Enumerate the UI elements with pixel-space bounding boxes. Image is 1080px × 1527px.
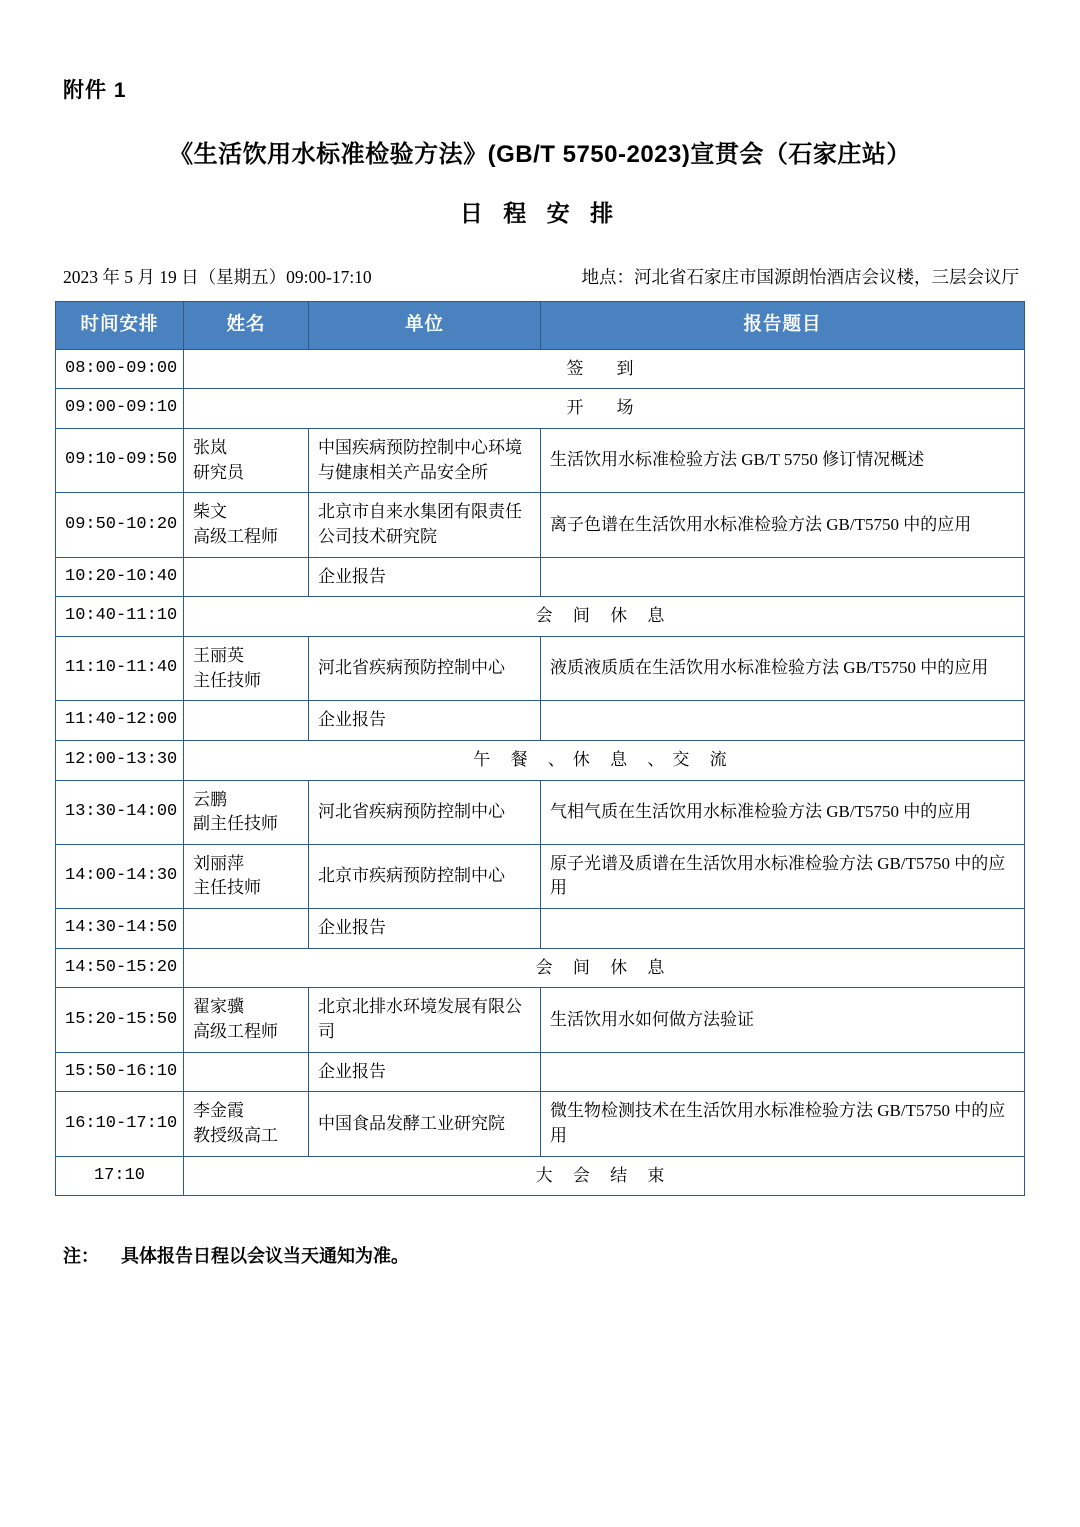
table-row xyxy=(56,844,1025,908)
table-row xyxy=(56,429,1025,493)
cell-organization: 北京市自来水集团有限责任公司技术研究院 xyxy=(309,493,541,557)
cell-organization: 企业报告 xyxy=(309,701,541,741)
cell-time: 09:00-09:10 xyxy=(56,389,184,429)
meeting-datetime: 2023 年 5 月 19 日（星期五）09:00-17:10 xyxy=(63,267,372,287)
document-title: 《生活饮用水标准检验方法》(GB/T 5750-2023)宣贯会（石家庄站） xyxy=(169,141,911,168)
table-row xyxy=(56,1092,1025,1156)
cell-time: 09:50-10:20 xyxy=(56,493,184,557)
cell-organization: 北京市疾病预防控制中心 xyxy=(309,844,541,908)
cell-time: 14:30-14:50 xyxy=(56,909,184,949)
column-header-org: 单位 xyxy=(309,302,541,350)
table-row xyxy=(56,701,1025,741)
cell-time: 15:50-16:10 xyxy=(56,1052,184,1092)
cell-organization: 企业报告 xyxy=(309,1052,541,1092)
cell-session-label: 会 间 休 息 xyxy=(184,948,1025,988)
cell-speaker-name xyxy=(184,557,309,597)
cell-time: 08:00-09:00 xyxy=(56,349,184,389)
cell-topic: 离子色谱在生活饮用水标准检验方法 GB/T5750 中的应用 xyxy=(541,493,1025,557)
document-subtitle: 日 程 安 排 xyxy=(459,200,621,226)
cell-topic xyxy=(541,557,1025,597)
cell-organization: 河北省疾病预防控制中心 xyxy=(309,636,541,700)
cell-speaker-name xyxy=(184,909,309,949)
cell-session-label: 会 间 休 息 xyxy=(184,597,1025,637)
cell-time: 14:00-14:30 xyxy=(56,844,184,908)
cell-topic xyxy=(541,1052,1025,1092)
cell-session-label: 午 餐 、休 息 、交 流 xyxy=(184,740,1025,780)
cell-speaker-name: 李金霞 教授级高工 xyxy=(184,1092,309,1156)
cell-organization: 企业报告 xyxy=(309,909,541,949)
attachment-label: 附件 1 xyxy=(63,79,127,102)
cell-session-label: 大 会 结 束 xyxy=(184,1156,1025,1196)
cell-session-label: 开 场 xyxy=(184,389,1025,429)
table-row xyxy=(56,493,1025,557)
cell-topic: 液质液质质在生活饮用水标准检验方法 GB/T5750 中的应用 xyxy=(541,636,1025,700)
table-row xyxy=(56,740,1025,780)
cell-speaker-name: 云鹏 副主任技师 xyxy=(184,780,309,844)
cell-time: 09:10-09:50 xyxy=(56,429,184,493)
table-row xyxy=(56,1052,1025,1092)
meta-row xyxy=(55,264,1025,289)
schedule-table xyxy=(55,301,1025,1196)
cell-time: 15:20-15:50 xyxy=(56,988,184,1052)
table-row xyxy=(56,389,1025,429)
table-row xyxy=(56,636,1025,700)
cell-topic xyxy=(541,701,1025,741)
cell-speaker-name: 刘丽萍 主任技师 xyxy=(184,844,309,908)
cell-topic: 气相气质在生活饮用水标准检验方法 GB/T5750 中的应用 xyxy=(541,780,1025,844)
cell-time: 16:10-17:10 xyxy=(56,1092,184,1156)
cell-topic xyxy=(541,909,1025,949)
cell-speaker-name: 张岚 研究员 xyxy=(184,429,309,493)
table-header-row xyxy=(56,302,1025,350)
column-header-time: 时间安排 xyxy=(56,302,184,350)
cell-speaker-name: 王丽英 主任技师 xyxy=(184,636,309,700)
table-row xyxy=(56,557,1025,597)
cell-speaker-name xyxy=(184,701,309,741)
cell-topic: 生活饮用水如何做方法验证 xyxy=(541,988,1025,1052)
cell-topic: 原子光谱及质谱在生活饮用水标准检验方法 GB/T5750 中的应用 xyxy=(541,844,1025,908)
cell-topic: 微生物检测技术在生活饮用水标准检验方法 GB/T5750 中的应用 xyxy=(541,1092,1025,1156)
cell-organization: 北京北排水环境发展有限公司 xyxy=(309,988,541,1052)
schedule-body xyxy=(56,349,1025,1195)
column-header-name: 姓名 xyxy=(184,302,309,350)
cell-organization: 中国食品发酵工业研究院 xyxy=(309,1092,541,1156)
cell-organization: 企业报告 xyxy=(309,557,541,597)
table-row xyxy=(56,988,1025,1052)
cell-speaker-name: 翟家骥 高级工程师 xyxy=(184,988,309,1052)
table-row xyxy=(56,909,1025,949)
cell-time: 10:40-11:10 xyxy=(56,597,184,637)
table-row xyxy=(56,1156,1025,1196)
footer-note xyxy=(55,1242,1025,1268)
note-label: 注： xyxy=(63,1246,99,1267)
table-row xyxy=(56,948,1025,988)
cell-organization: 河北省疾病预防控制中心 xyxy=(309,780,541,844)
cell-time: 14:50-15:20 xyxy=(56,948,184,988)
table-row xyxy=(56,597,1025,637)
cell-session-label: 签 到 xyxy=(184,349,1025,389)
cell-time: 11:40-12:00 xyxy=(56,701,184,741)
cell-time: 13:30-14:00 xyxy=(56,780,184,844)
table-row xyxy=(56,349,1025,389)
cell-time: 10:20-10:40 xyxy=(56,557,184,597)
cell-time: 11:10-11:40 xyxy=(56,636,184,700)
meeting-location: 地点：河北省石家庄市国源朗怡酒店会议楼，三层会议厅 xyxy=(581,267,1019,287)
note-text: 具体报告日程以会议当天通知为准。 xyxy=(121,1246,409,1267)
cell-topic: 生活饮用水标准检验方法 GB/T 5750 修订情况概述 xyxy=(541,429,1025,493)
cell-speaker-name: 柴文 高级工程师 xyxy=(184,493,309,557)
column-header-topic: 报告题目 xyxy=(541,302,1025,350)
cell-speaker-name xyxy=(184,1052,309,1092)
cell-organization: 中国疾病预防控制中心环境与健康相关产品安全所 xyxy=(309,429,541,493)
table-row xyxy=(56,780,1025,844)
cell-time: 12:00-13:30 xyxy=(56,740,184,780)
cell-time: 17:10 xyxy=(56,1156,184,1196)
